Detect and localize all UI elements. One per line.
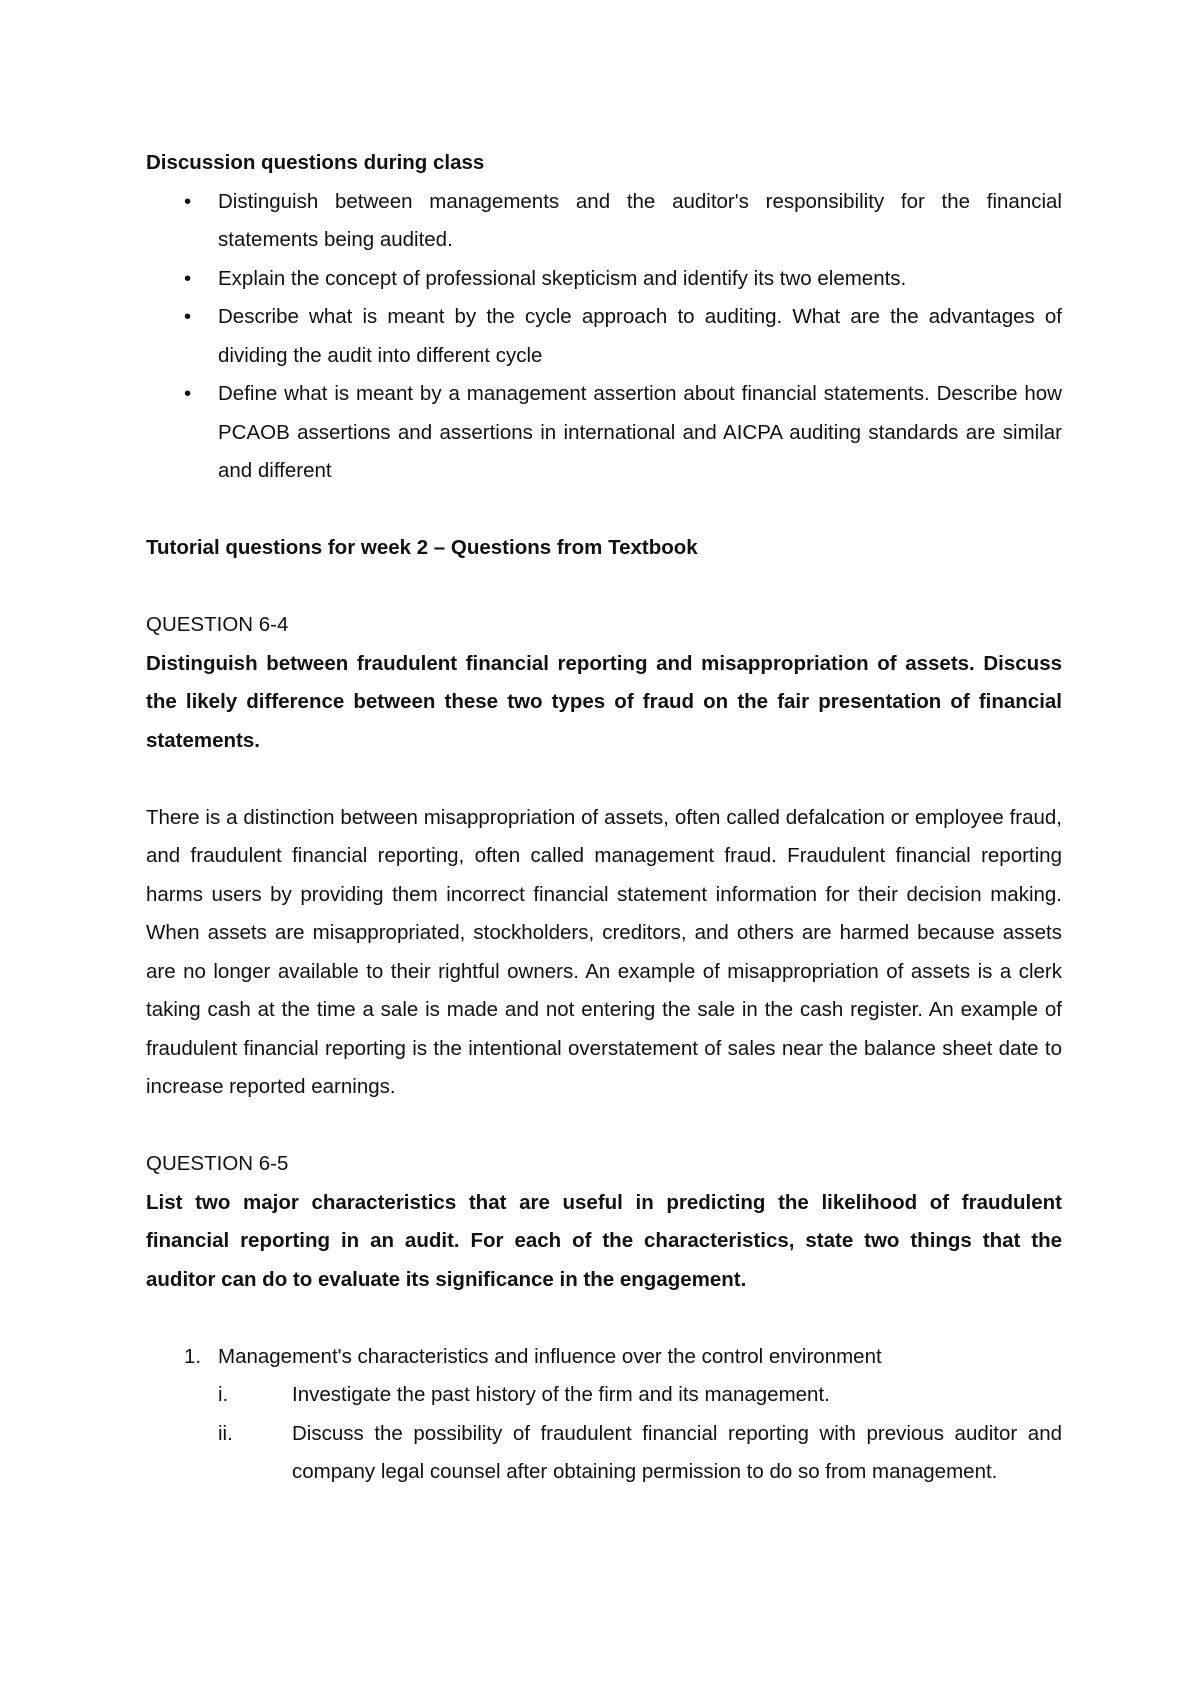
question-6-5-label: QUESTION 6-5 <box>146 1152 289 1175</box>
spacer <box>146 1299 1062 1338</box>
spacer <box>146 1107 1062 1146</box>
answer-item <box>146 1338 1062 1492</box>
answer-subitem <box>146 1415 1062 1492</box>
discussion-item <box>146 298 1062 375</box>
spacer <box>146 491 1062 530</box>
bullet-icon: • <box>184 382 192 405</box>
discussion-heading: Discussion questions during class <box>146 151 485 174</box>
answer-subitem-text: Investigate the past history of the firm and its management. <box>292 1383 830 1406</box>
discussion-item-text: Describe what is meant by the cycle approach to auditing. What are the advantages of dividing the audit into different cycle <box>218 305 1062 367</box>
discussion-item <box>146 375 1062 491</box>
discussion-item-text: Define what is meant by a management assertion about financial statements. Describe how PCAOB assertions and assertions in international and AICPA auditing standards are similar and different <box>218 382 1062 482</box>
tutorial-heading: Tutorial questions for week 2 – Questions from Textbook <box>146 536 698 559</box>
bullet-icon: • <box>184 305 192 328</box>
answer-subitem-text: Discuss the possibility of fraudulent financial reporting with previous auditor and company legal counsel after obtaining permission to do so from management. <box>292 1421 1062 1483</box>
bullet-icon: • <box>184 266 192 290</box>
question-6-4-answer: There is a distinction between misappropriation of assets, often called defalcation or employee fraud, and fraudulent financial reporting, often called management fraud. Fraudulent financial reporting harms users by providing them incorrect financial statement information for their decision making. When assets are misappropriated, stockholders, creditors, and others are harmed because assets are no longer available to their rightful owners. An example of misappropriation of assets is a clerk taking cash at the time a sale is made and not entering the sale in the cash register. An example of fraudulent financial reporting is the intentional overstatement of sales near the balance sheet date to increase reported earnings. <box>146 805 1062 1098</box>
bullet-icon: • <box>184 189 192 213</box>
discussion-item-text: Distinguish between managements and the auditor's responsibility for the financial statements being audited. <box>218 189 1062 251</box>
discussion-list <box>146 183 1062 491</box>
spacer <box>146 760 1062 799</box>
discussion-item <box>146 260 1062 299</box>
answer-subitem <box>146 1376 1062 1415</box>
question-6-4-label: QUESTION 6-4 <box>146 613 289 636</box>
spacer <box>146 568 1062 607</box>
document-page <box>146 144 1062 1492</box>
answer-subitem-number: ii. <box>218 1421 233 1445</box>
answer-item-text: Management's characteristics and influence over the control environment <box>218 1344 882 1368</box>
question-6-5-text: List two major characteristics that are useful in predicting the likelihood of fraudulent financial reporting in an audit. For each of the characteristics, state two things that the auditor can do to evaluate its significance in the engagement. <box>146 1190 1062 1291</box>
question-6-5-answer-list <box>146 1338 1062 1492</box>
answer-subitem-number: i. <box>218 1383 229 1406</box>
question-6-4-text: Distinguish between fraudulent financial reporting and misappropriation of assets. Discuss the likely difference between these two types of fraud on the fair presentation of financial statements. <box>146 651 1062 752</box>
discussion-item <box>146 183 1062 260</box>
answer-subitem-list <box>218 1376 1062 1492</box>
discussion-item-text: Explain the concept of professional skepticism and identify its two elements. <box>218 266 907 290</box>
answer-item-number: 1. <box>184 1344 202 1368</box>
